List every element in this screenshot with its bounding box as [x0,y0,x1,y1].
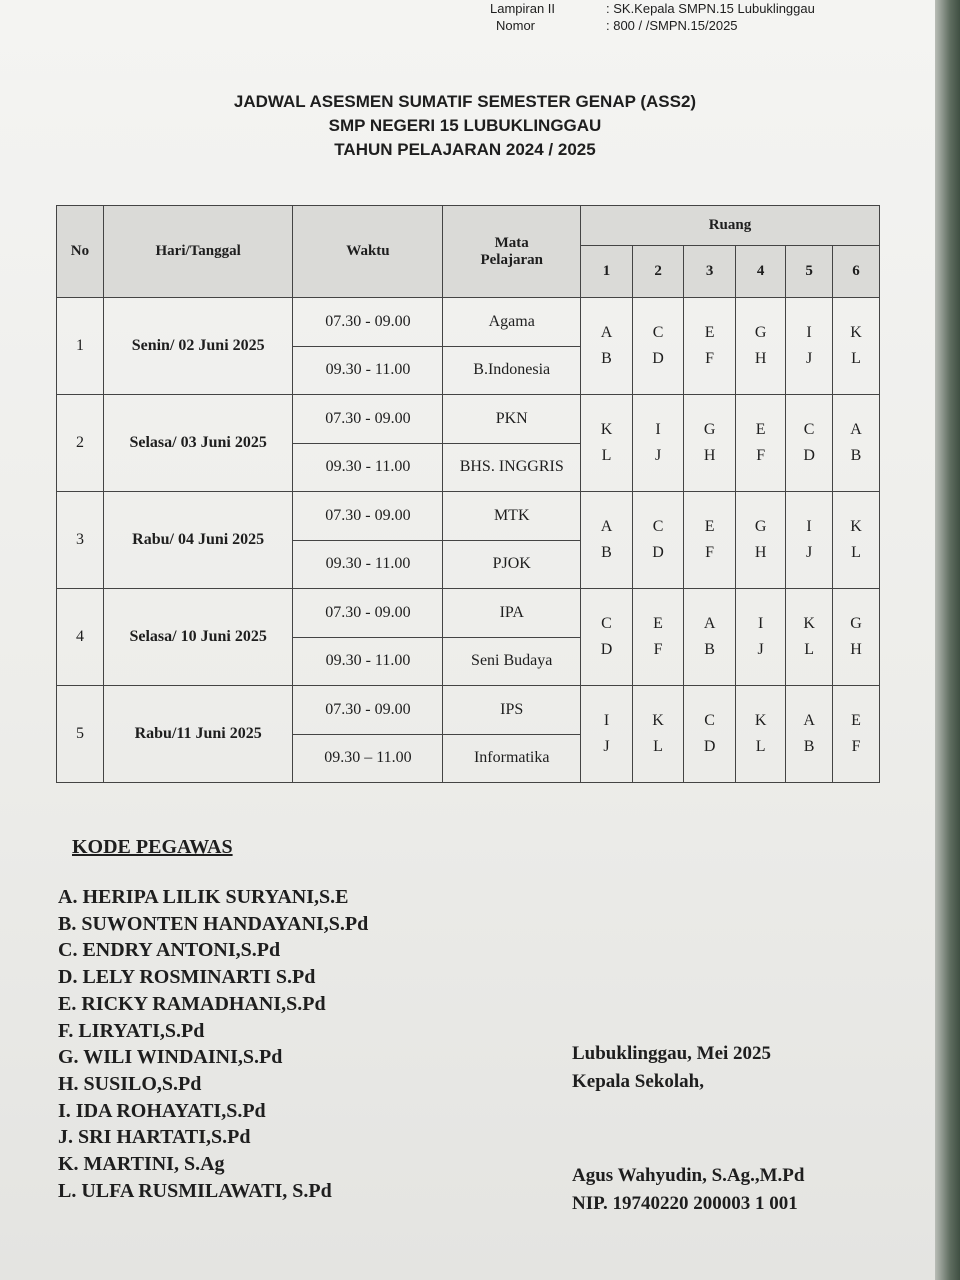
table-row [57,686,880,735]
list-item: I. IDA ROHAYATI,S.Pd [58,1099,266,1122]
room-cell: K L [786,589,833,686]
room-cell: A B [684,589,736,686]
nomor-label: Nomor [496,18,536,33]
row-mapel: IPS [443,686,581,735]
room-cell: I J [786,492,833,589]
room-cell: C D [786,395,833,492]
row-mapel: BHS. INGGRIS [443,443,581,492]
row-hari: Rabu/11 Juni 2025 [103,686,293,783]
room-cell: G H [684,395,736,492]
room-cell: A B [833,395,880,492]
header-waktu: Waktu [293,206,443,298]
table-row [57,395,880,444]
table-row [57,589,880,638]
title-line-2: SMP NEGERI 15 LUBUKLINGGAU [328,116,602,135]
header-room: 5 [786,246,833,298]
header-mapel [443,206,581,298]
list-item: C. ENDRY ANTONI,S.Pd [58,939,281,962]
list-item: A. HERIPA LILIK SURYANI,S.E [58,886,349,908]
signature-block [572,1040,804,1218]
list-item: G. WILI WINDAINI,S.Pd [58,1046,283,1069]
header-hari: Hari/Tanggal [103,206,293,298]
pegawas-title: KODE PEGAWAS [72,836,233,858]
list-item: H. SUSILO,S.Pd [58,1072,202,1095]
row-waktu: 09.30 – 11.00 [293,734,443,783]
title-line-1: JADWAL ASESMEN SUMATIF SEMESTER GENAP (ASS2) [233,92,697,111]
row-mapel: Seni Budaya [443,637,581,686]
nomor-value: : 800 / /SMPN.15/2025 [606,18,738,33]
list-item: B. SUWONTEN HANDAYANI,S.Pd [58,912,369,935]
attachment-header [490,0,815,34]
signature-role: Kepala Sekolah, [572,1071,704,1092]
row-hari: Selasa/ 10 Juni 2025 [103,589,293,686]
row-mapel: B.Indonesia [443,346,581,395]
room-cell: E F [736,395,786,492]
header-room: 2 [633,246,684,298]
list-item: D. LELY ROSMINARTI S.Pd [58,966,316,989]
room-cell: A B [580,298,632,395]
room-cell: I J [786,298,833,395]
row-waktu: 07.30 - 09.00 [293,686,443,735]
header-mapel-line1: Mata [494,234,529,251]
header-mapel-line2: Pelajaran [480,251,543,268]
room-cell: C D [633,492,684,589]
room-cell: C D [580,589,632,686]
table-row [57,492,880,541]
room-cell: K L [633,686,684,783]
row-no: 4 [57,589,104,686]
row-mapel: MTK [443,492,581,541]
room-cell: K L [580,395,632,492]
row-waktu: 07.30 - 09.00 [293,492,443,541]
pegawas-list [58,884,368,1204]
schedule-table [56,205,880,783]
row-no: 2 [57,395,104,492]
row-no: 5 [57,686,104,783]
room-cell: E F [684,298,736,395]
room-cell: C D [633,298,684,395]
signature-name: Agus Wahyudin, S.Ag.,M.Pd [572,1165,805,1186]
row-hari: Selasa/ 03 Juni 2025 [103,395,293,492]
row-mapel: Agama [443,298,581,347]
lampiran-label: Lampiran II [490,1,556,16]
row-mapel: PKN [443,395,581,444]
header-room: 4 [736,246,786,298]
row-waktu: 07.30 - 09.00 [293,589,443,638]
list-item: L. ULFA RUSMILAWATI, S.Pd [58,1179,332,1202]
header-ruang: Ruang [580,206,879,246]
list-item: J. SRI HARTATI,S.Pd [58,1126,251,1149]
room-cell: A B [580,492,632,589]
row-waktu: 09.30 - 11.00 [293,346,443,395]
room-cell: K L [833,492,880,589]
header-room: 1 [580,246,632,298]
header-room: 3 [684,246,736,298]
row-waktu: 07.30 - 09.00 [293,395,443,444]
list-item: F. LIRYATI,S.Pd [58,1019,205,1042]
room-cell: E F [684,492,736,589]
table-row [57,298,880,347]
signature-place-date: Lubuklinggau, Mei 2025 [572,1043,772,1064]
row-waktu: 09.30 - 11.00 [293,540,443,589]
title-line-3: TAHUN PELAJARAN 2024 / 2025 [334,140,596,159]
room-cell: I J [633,395,684,492]
row-waktu: 07.30 - 09.00 [293,298,443,347]
row-waktu: 09.30 - 11.00 [293,637,443,686]
row-no: 1 [57,298,104,395]
room-cell: E F [833,686,880,783]
list-item: E. RICKY RAMADHANI,S.Pd [58,992,326,1015]
header-no: No [57,206,104,298]
row-mapel: PJOK [443,540,581,589]
room-cell: G H [736,492,786,589]
document-title [150,90,780,162]
row-mapel: Informatika [443,734,581,783]
room-cell: C D [684,686,736,783]
row-hari: Rabu/ 04 Juni 2025 [103,492,293,589]
room-cell: G H [736,298,786,395]
room-cell: E F [633,589,684,686]
room-cell: I J [736,589,786,686]
row-mapel: IPA [443,589,581,638]
list-item: K. MARTINI, S.Ag [58,1153,225,1176]
room-cell: G H [833,589,880,686]
room-cell: A B [786,686,833,783]
row-hari: Senin/ 02 Juni 2025 [103,298,293,395]
lampiran-value: : SK.Kepala SMPN.15 Lubuklinggau [606,1,815,16]
row-waktu: 09.30 - 11.00 [293,443,443,492]
room-cell: K L [833,298,880,395]
desk-background [935,0,960,1280]
room-cell: I J [580,686,632,783]
row-no: 3 [57,492,104,589]
room-cell: K L [736,686,786,783]
header-room: 6 [833,246,880,298]
signature-nip: NIP. 19740220 200003 1 001 [572,1193,798,1214]
